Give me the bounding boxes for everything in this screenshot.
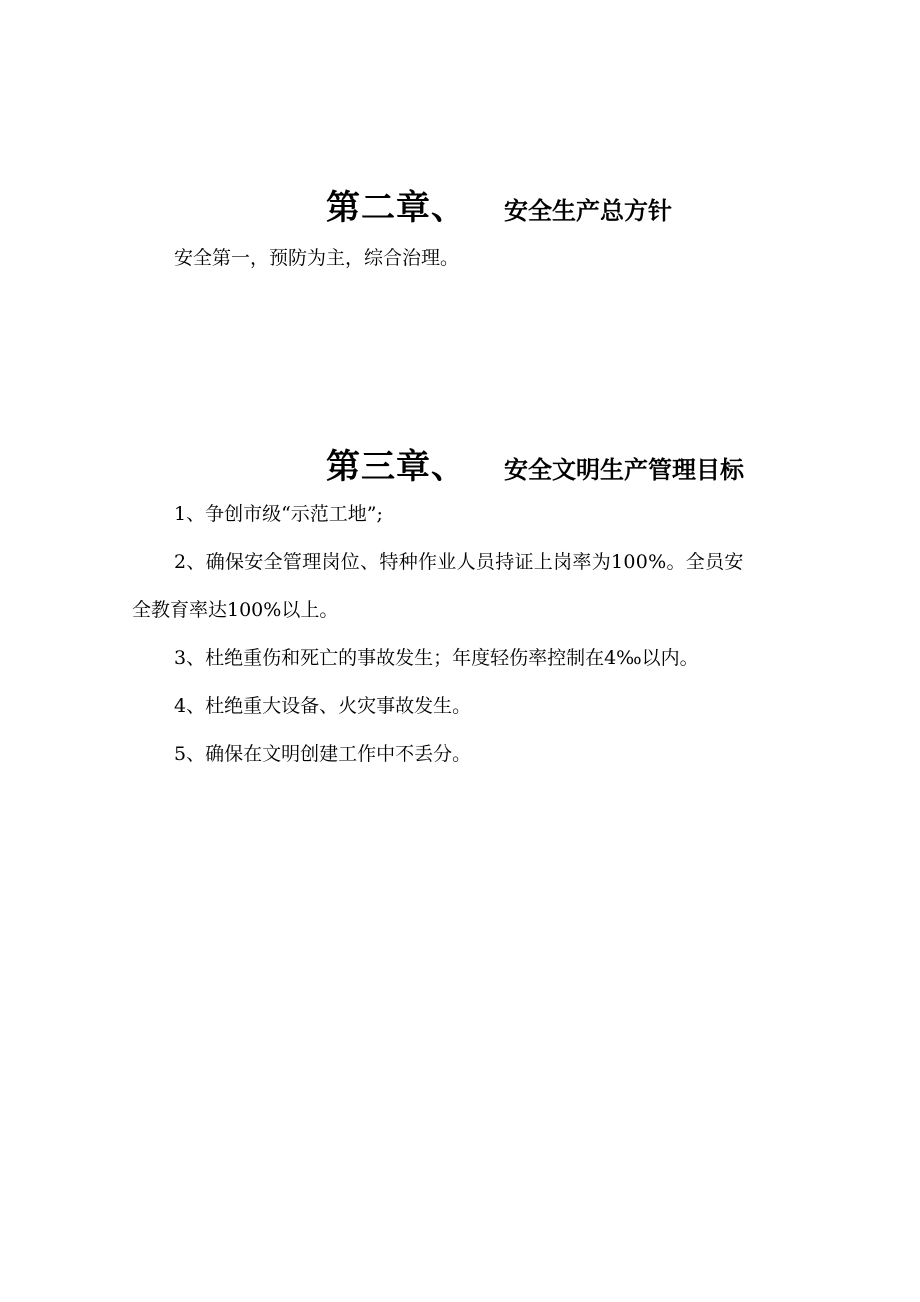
chapter-2-title: 安全生产总方针 <box>504 197 672 225</box>
chapter-3-heading <box>326 447 744 487</box>
goal-item-4: 4、杜绝重大设备、火灾事故发生。 <box>174 695 472 717</box>
goal-item-1: 1、争创市级“示范工地”; <box>174 503 383 525</box>
chapter-3-title: 安全文明生产管理目标 <box>504 456 744 484</box>
chapter-3-number: 第三章、 <box>326 447 466 487</box>
goal-item-3: 3、杜绝重伤和死亡的事故发生；年度轻伤率控制在4‰以内。 <box>174 647 699 669</box>
goal-item-5: 5、确保在文明创建工作中不丢分。 <box>174 743 472 765</box>
chapter-2-body: 安全第一，预防为主，综合治理。 <box>174 247 460 269</box>
chapter-2-heading <box>326 188 672 228</box>
chapter-2-number: 第二章、 <box>326 188 466 228</box>
goal-item-2: 2、确保安全管理岗位、特种作业人员持证上岗率为100%。全员安 <box>174 551 744 573</box>
goal-item-2-continuation: 全教育率达100%以上。 <box>132 599 339 621</box>
